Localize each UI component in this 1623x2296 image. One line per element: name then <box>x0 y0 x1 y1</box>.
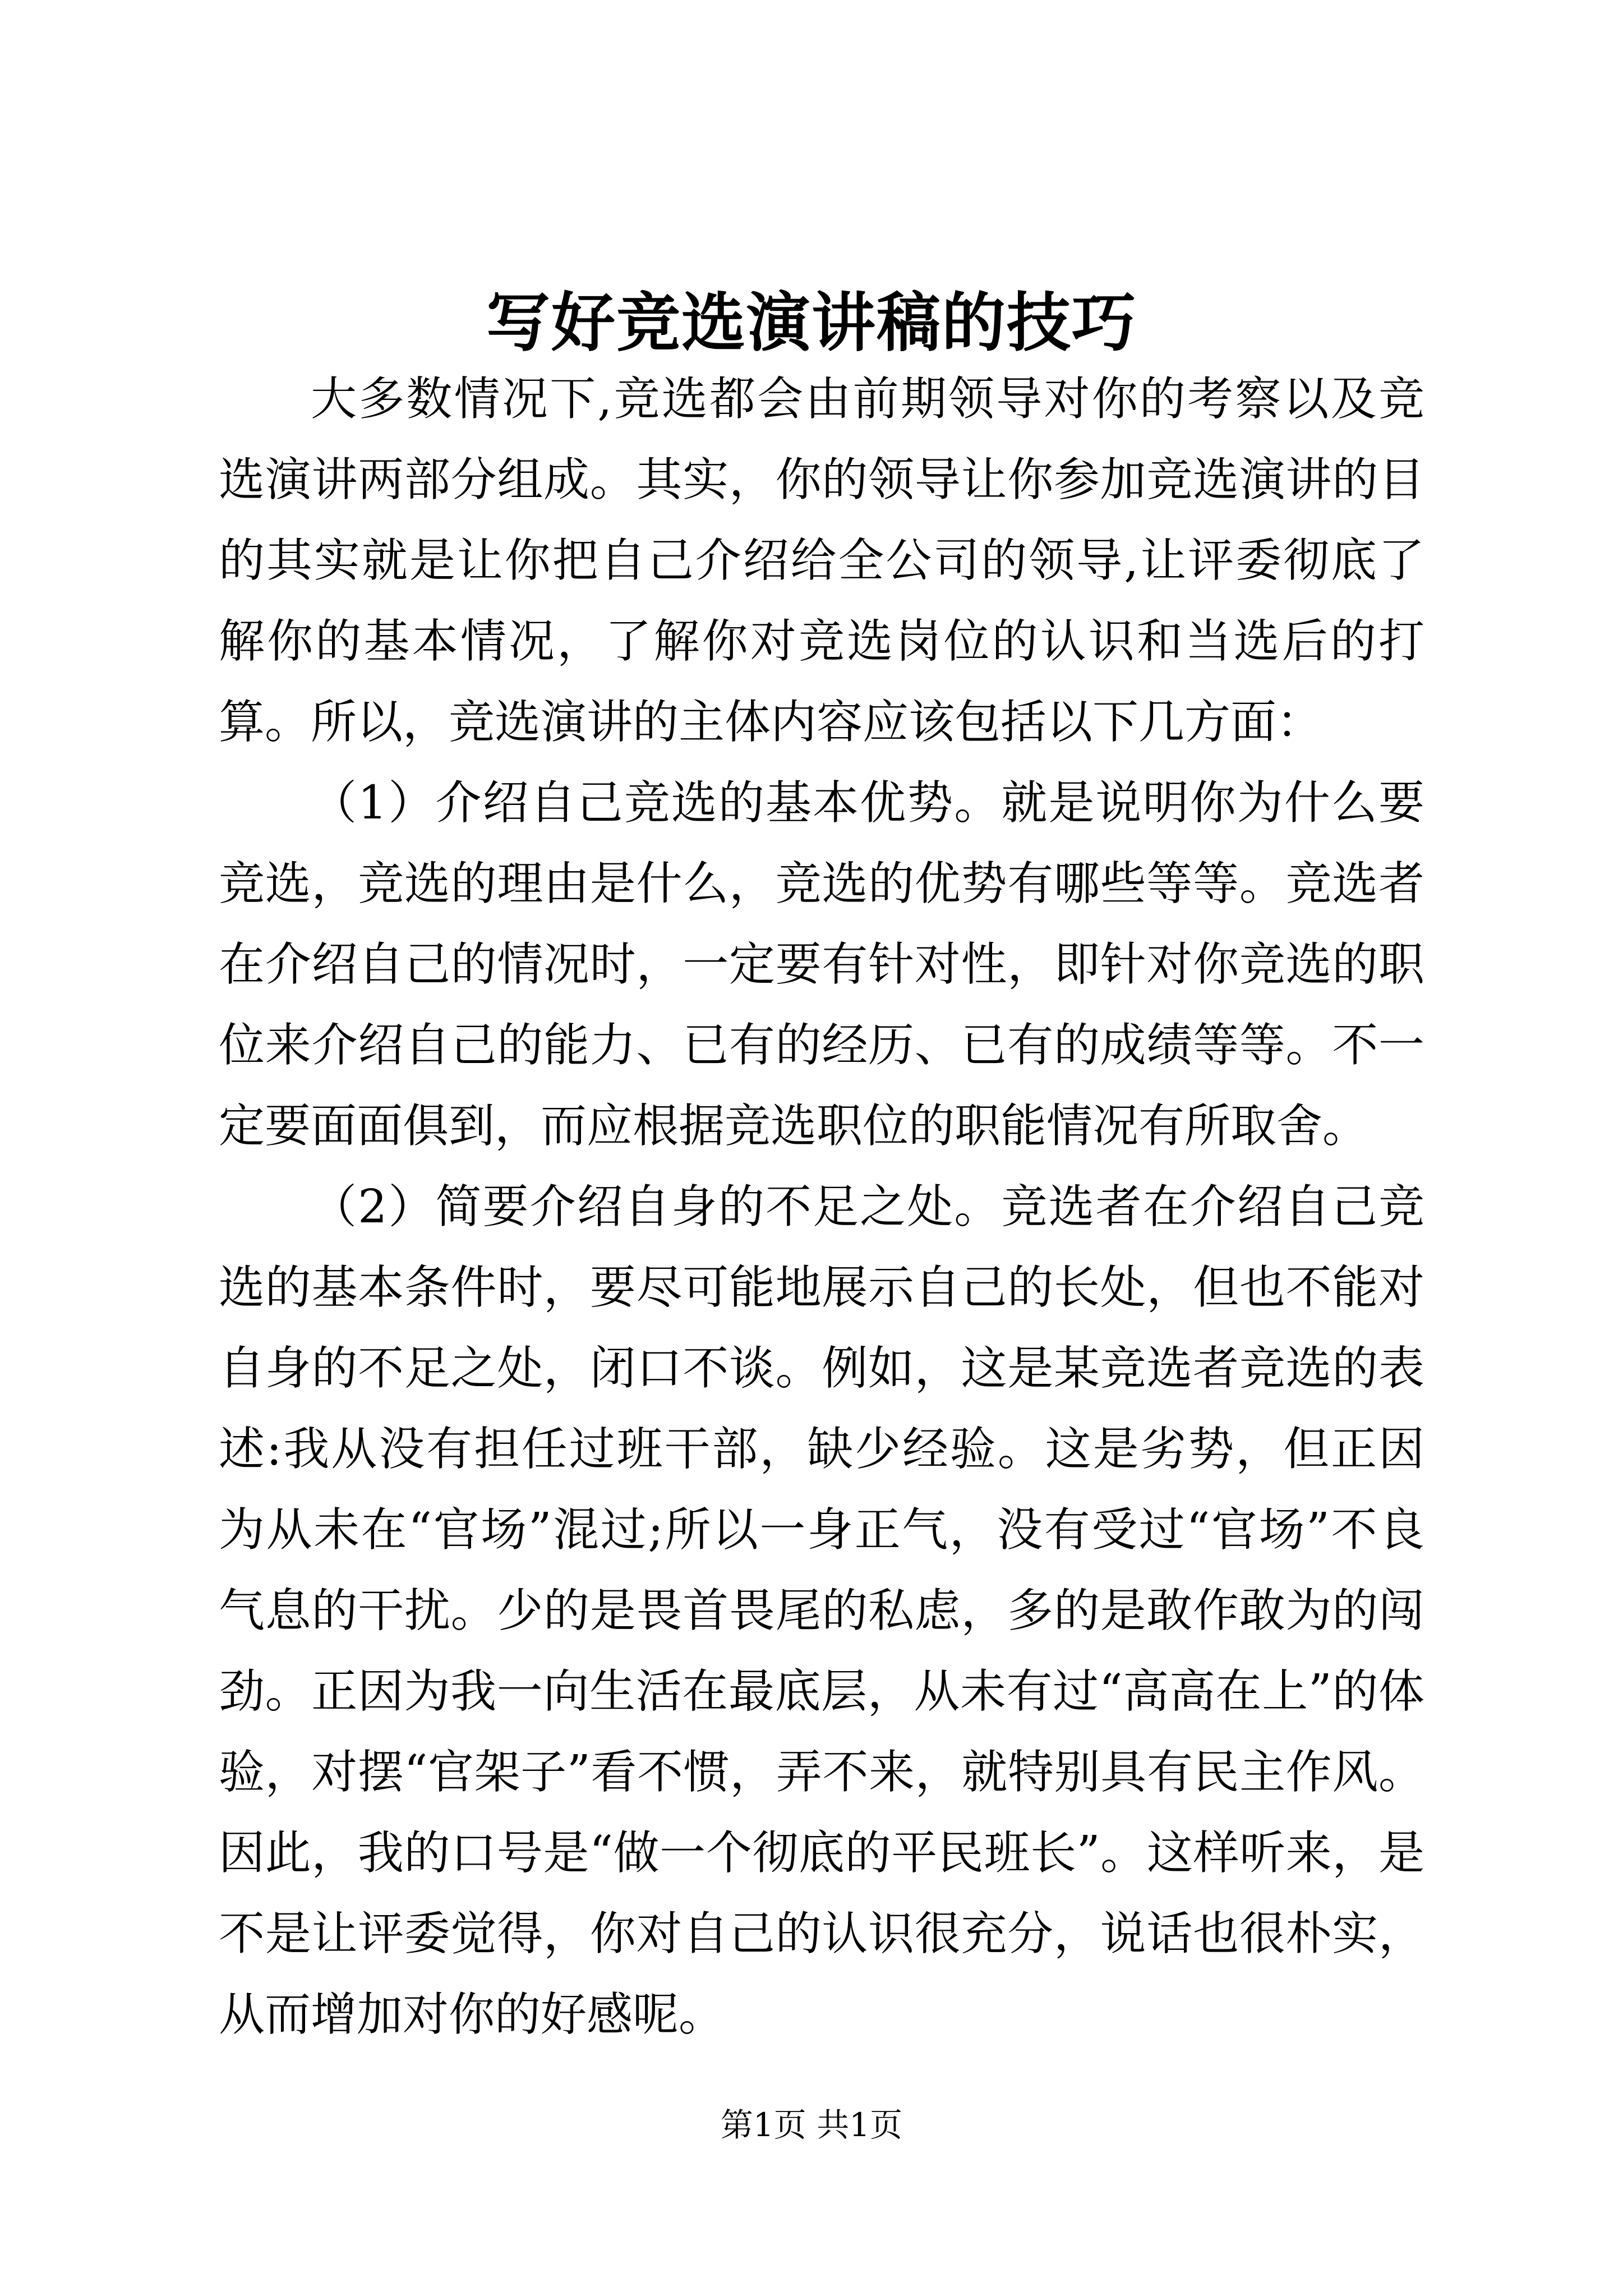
paragraph-point-2: （2）简要介绍自身的不足之处。竞选者在介绍自己竞选的基本条件时，要尽可能地展示自己的长处，但也不能对自身的不足之处，闭口不谈。例如，这是某竞选者竞选的表述:我从没有担任过班干部，缺少经验。这是劣势，但正因为从未在“官场”混过;所以一身正气，没有受过“官场”不良气息的干扰。少的是畏首畏尾的私虑，多的是敢作敢为的闯劲。正因为我一向生活在最底层，从未有过“高高在上”的体验，对摆“官架子”看不惯，弄不来，就特别具有民主作风。因此，我的口号是“做一个彻底的平民班长”。这样听来，是不是让评委觉得，你对自己的认识很充分，说话也很朴实，从而增加对你的好感呢。 <box>219 1180 1424 2041</box>
document-title: 写好竞选演讲稿的技巧 <box>486 285 1137 360</box>
paragraph-point-1: （1）介绍自己竞选的基本优势。就是说明你为什么要竞选，竞选的理由是什么，竞选的优势有哪些等等。竞选者在介绍自己的情况时，一定要有针对性，即针对你竞选的职位来介绍自己的能力、已有的经历、已有的成绩等等。不一定要面面俱到，而应根据竞选职位的职能情况有所取舍。 <box>219 776 1424 1153</box>
paragraph-intro: 大多数情况下,竞选都会由前期领导对你的考察以及竞选演讲两部分组成。其实，你的领导让你参加竞选演讲的目的其实就是让你把自己介绍给全公司的领导,让评委彻底了解你的基本情况，了解你对竞选岗位的认识和当选后的打算。所以，竞选演讲的主体内容应该包括以下几方面： <box>219 372 1424 749</box>
document-body <box>219 359 1424 2055</box>
page-footer: 第1页 共1页 <box>720 2106 903 2144</box>
